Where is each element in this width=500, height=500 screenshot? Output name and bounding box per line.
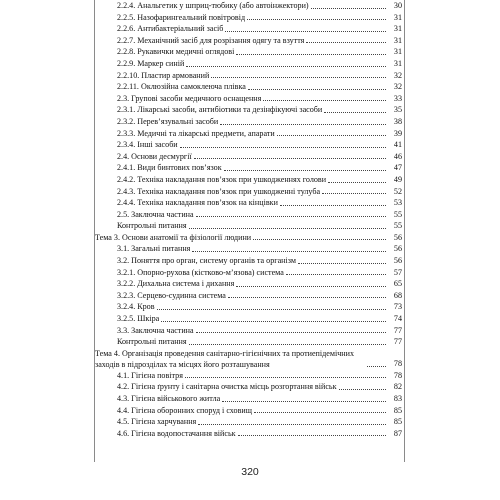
dot-leader: [224, 170, 386, 171]
toc-entry-page: 39: [393, 128, 402, 138]
toc-entry-page: 87: [393, 428, 402, 438]
toc-entry-title: 4.2. Гігієна ґрунту і санітарна очистка місць розгортання військ: [117, 382, 337, 392]
toc-entry[interactable]: [95, 12, 404, 24]
toc-entry-page: 56: [393, 244, 402, 254]
toc-entry-title: 4.3. Гігієна військового житла: [117, 394, 221, 403]
toc-entry-page: 56: [393, 232, 402, 242]
toc-entry[interactable]: [95, 46, 404, 58]
toc-entry[interactable]: [95, 232, 404, 244]
dot-leader: [222, 401, 386, 402]
toc-entry[interactable]: [95, 428, 404, 440]
toc-entry-title: 3.2.5. Шкіра: [117, 314, 160, 324]
toc-entry-page: 85: [393, 417, 402, 427]
toc-entry[interactable]: [95, 416, 404, 428]
toc-entry-title: 2.2.10. Пластир армований: [117, 70, 210, 80]
dot-leader: [189, 344, 386, 345]
toc-entry-title: Контрольні питання: [117, 337, 187, 347]
dot-leader: [339, 389, 386, 390]
toc-entry[interactable]: [95, 35, 404, 47]
toc-entry[interactable]: [95, 243, 404, 255]
toc-entry-title: 3.2.1. Опорно-рухова (кістково-м’язова) система: [117, 267, 284, 277]
toc-entry-title: 2.3.4. Інші засоби: [117, 140, 178, 150]
toc-entry[interactable]: [95, 336, 404, 348]
toc-entry-title: 3.2. Поняття про орган, систему органів та організм: [117, 256, 296, 266]
toc-entry[interactable]: [95, 267, 404, 279]
toc-entry-title: 2.3.1. Лікарські засоби, антибіотики та дезінфікуючі засоби: [117, 105, 323, 115]
toc-entry-page: 82: [393, 382, 402, 392]
toc-entry[interactable]: [95, 290, 404, 302]
toc-entry-page: 31: [393, 47, 402, 57]
dot-leader: [236, 54, 386, 55]
dot-leader: [248, 89, 386, 90]
toc-entry-page: 78: [393, 370, 402, 380]
dot-leader: [228, 297, 386, 298]
dot-leader: [322, 193, 386, 194]
toc-entry-page: 31: [393, 35, 402, 45]
toc-entry[interactable]: [95, 139, 404, 151]
toc-entry-title: Тема 3. Основи анатомії та фізіології людини: [95, 232, 252, 242]
toc-entry-page: 46: [393, 151, 402, 161]
toc-entry-title: 2.2.7. Механічний засіб для розрізання одягу та взуття: [117, 35, 305, 45]
toc-entry-page: 49: [393, 174, 402, 184]
toc-entry[interactable]: [95, 393, 404, 405]
dot-leader: [157, 309, 386, 310]
toc-entry-page: 41: [393, 140, 402, 150]
toc-entry[interactable]: [95, 370, 404, 382]
toc-entry[interactable]: [95, 255, 404, 267]
toc-entry-title: 2.4.3. Техніка накладання пов’язок при ушкодженні тулуба: [117, 186, 321, 196]
toc-entry-page: 55: [393, 209, 402, 219]
toc-entry[interactable]: [95, 81, 404, 93]
dot-leader: [192, 251, 386, 252]
dot-leader: [220, 124, 386, 125]
toc-entry[interactable]: [95, 278, 404, 290]
table-of-contents: [94, 0, 405, 462]
toc-entry-page: 32: [393, 82, 402, 92]
toc-entry-page: 57: [393, 267, 402, 277]
toc-entry-page: 35: [393, 105, 402, 115]
toc-entry-title: 2.2.5. Назофарингеальний повітровід: [117, 12, 246, 22]
toc-entry-title: 2.2.4. Анальгетик у шприц-тюбику (або автоінжектори): [117, 1, 309, 10]
dot-leader: [196, 216, 386, 217]
toc-entry-page: 78: [393, 359, 402, 369]
toc-entry[interactable]: [95, 186, 404, 198]
dot-leader: [185, 377, 386, 378]
dot-leader: [198, 424, 386, 425]
toc-entry-page: 73: [393, 302, 402, 312]
toc-entry[interactable]: [95, 58, 404, 70]
dot-leader: [236, 286, 386, 287]
toc-entry[interactable]: [95, 0, 404, 12]
dot-leader: [247, 19, 386, 20]
toc-entry-title: 4.1. Гігієна повітря: [117, 370, 183, 380]
toc-entry[interactable]: [95, 381, 404, 393]
dot-leader: [194, 158, 386, 159]
toc-entry-page: 52: [393, 186, 402, 196]
toc-entry-title: 4.6. Гігієна водопостачання військ: [117, 428, 236, 438]
dot-leader: [180, 147, 386, 148]
toc-entry-title: 2.3. Групові засоби медичного оснащення: [117, 93, 262, 103]
dot-leader: [211, 77, 386, 78]
dot-leader: [328, 182, 386, 183]
toc-entry-title: 4.5. Гігієна харчування: [117, 417, 197, 427]
toc-entry-page: 31: [393, 12, 402, 22]
toc-entry-page: 85: [393, 405, 402, 415]
toc-entry[interactable]: [95, 209, 404, 221]
toc-entry-page: 33: [393, 93, 402, 103]
dot-leader: [189, 228, 386, 229]
toc-entry-title: Тема 4. Організація проведення санітарно-гігієнічних та протиепідемічних заходів в підрозділах та місцях його розташування: [95, 348, 354, 369]
toc-entry-title: 2.2.8. Рукавички медичні оглядові: [117, 47, 235, 57]
toc-entry[interactable]: [95, 116, 404, 128]
toc-entry-title: 2.4.1. Види бинтових пов’язок: [117, 163, 222, 173]
toc-entry[interactable]: [95, 325, 404, 337]
toc-entry-page: 56: [393, 256, 402, 266]
toc-entry-title: 3.2.4. Кров: [117, 302, 155, 312]
dot-leader: [277, 135, 386, 136]
toc-entry-page: 30: [393, 1, 402, 10]
toc-entry-title: Контрольні питання: [117, 221, 187, 231]
toc-entry-page: 74: [393, 314, 402, 324]
toc-entry-title: 3.1. Загальні питання: [117, 244, 191, 254]
toc-entry-title: 2.2.11. Оклюзійна самоклеюча плівка: [117, 82, 246, 92]
dot-leader: [311, 8, 386, 9]
toc-entry-page: 68: [393, 290, 402, 300]
toc-entry-title: 2.4. Основи десмургії: [117, 151, 192, 161]
toc-entry[interactable]: [95, 348, 404, 370]
toc-entry-title: 3.2.2. Дихальна система і дихання: [117, 279, 235, 289]
toc-entry-title: 2.3.3. Медичні та лікарські предмети, апарати: [117, 128, 275, 138]
toc-entry-page: 31: [393, 58, 402, 68]
toc-entry-page: 47: [393, 163, 402, 173]
dot-leader: [298, 263, 386, 264]
toc-entry-title: 2.4.2. Техніка накладання пов’язок при ушкодженнях голови: [117, 174, 327, 184]
toc-entry[interactable]: [95, 174, 404, 186]
toc-entry-page: 31: [393, 24, 402, 34]
dot-leader: [186, 66, 386, 67]
toc-entry-page: 32: [393, 70, 402, 80]
toc-entry[interactable]: [95, 93, 404, 105]
toc-entry[interactable]: [95, 151, 404, 163]
toc-entry[interactable]: [95, 301, 404, 313]
toc-entry[interactable]: [95, 128, 404, 140]
dot-leader: [196, 332, 386, 333]
toc-entry-title: 3.2.3. Серцево-судинна система: [117, 290, 226, 300]
dot-leader: [253, 239, 386, 240]
toc-entry-title: 2.2.9. Маркер синій: [117, 58, 185, 68]
page-number: 320: [241, 466, 259, 478]
toc-entry-page: 55: [393, 221, 402, 231]
dot-leader: [254, 412, 386, 413]
toc-entry[interactable]: [95, 23, 404, 35]
toc-entry-page: 38: [393, 116, 402, 126]
dot-leader: [324, 112, 386, 113]
dot-leader: [263, 100, 386, 101]
toc-entry-title: 2.4.4. Техніка накладання пов’язок на кінцівки: [117, 198, 278, 208]
toc-entry[interactable]: [95, 313, 404, 325]
toc-entry-title: 3.3. Заключна частина: [117, 325, 194, 335]
toc-entry-title: 4.4. Гігієна оборонних споруд і сховищ: [117, 405, 252, 415]
toc-entry-title: 2.3.2. Перев’язувальні засоби: [117, 116, 219, 126]
dot-leader: [225, 31, 386, 32]
dot-leader: [306, 42, 386, 43]
toc-entry-page: 77: [393, 337, 402, 347]
toc-entry[interactable]: [95, 70, 404, 82]
dot-leader: [367, 366, 386, 367]
toc-entry[interactable]: [95, 197, 404, 209]
toc-entry-page: 77: [393, 325, 402, 335]
toc-entry-page: 65: [393, 279, 402, 289]
toc-entry-title: 2.5. Заключна частина: [117, 209, 194, 219]
dot-leader: [238, 435, 386, 436]
toc-entry[interactable]: [95, 104, 404, 116]
toc-entry-page: 83: [393, 394, 402, 403]
dot-leader: [280, 205, 386, 206]
dot-leader: [161, 321, 386, 322]
dot-leader: [286, 274, 386, 275]
toc-entry-title: 2.2.6. Антибактеріальний засіб: [117, 24, 224, 34]
toc-entry[interactable]: [95, 162, 404, 174]
toc-entry[interactable]: [95, 220, 404, 232]
toc-entry-page: 53: [393, 198, 402, 208]
toc-entry[interactable]: [95, 405, 404, 417]
